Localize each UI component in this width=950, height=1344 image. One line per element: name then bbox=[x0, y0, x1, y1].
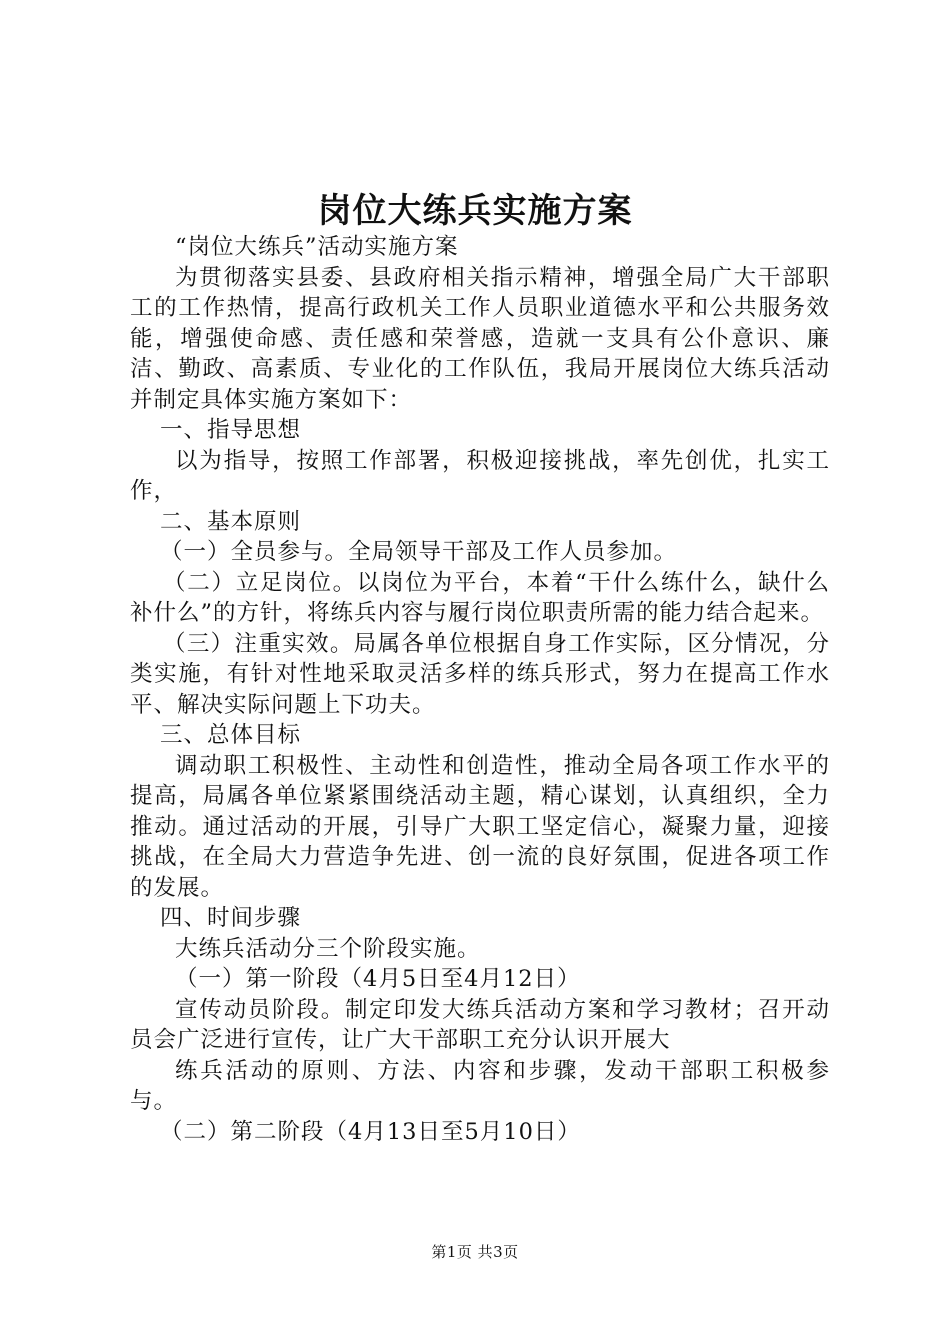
section-heading-timeline: 四、时间步骤 bbox=[160, 905, 302, 931]
timeline-intro: 大练兵活动分三个阶段实施。 bbox=[175, 935, 481, 962]
phase-1-continuation: 练兵活动的原则、方法、内容和步骤，发动干部职工积极参与。 bbox=[130, 1057, 830, 1114]
document-body bbox=[130, 232, 830, 1147]
overall-goal-paragraph: 调动职工积极性、主动性和创造性，推动全局各项工作水平的提高，局属各单位紧紧围绕活动主题，精心谋划，认真组织，全力推动。通过活动的开展，引导广大职工坚定信心，凝聚力量，迎接挑战，在全局大力营造争先进、创一流的良好氛围，促进各项工作的发展。 bbox=[130, 752, 830, 901]
guiding-thought-paragraph: 以为指导，按照工作部署，积极迎接挑战，率先创优，扎实工作， bbox=[130, 447, 830, 504]
section-heading-overall-goal: 三、总体目标 bbox=[160, 722, 302, 748]
intro-paragraph: 为贯彻落实县委、县政府相关指示精神，增强全局广大干部职工的工作热情，提高行政机关工作人员职业道德水平和公共服务效能，增强使命感、责任感和荣誉感，造就一支具有公仆意识、廉洁、勤政、高素质、专业化的工作队伍，我局开展岗位大练兵活动并制定具体实施方案如下： bbox=[130, 264, 830, 413]
page-footer: 第1页 共3页 bbox=[431, 1243, 519, 1261]
principle-item-1: （一）全员参与。全局领导干部及工作人员参加。 bbox=[160, 539, 678, 565]
phase-1-paragraph: 宣传动员阶段。制定印发大练兵活动方案和学习教材；召开动员会广泛进行宣传，让广大干部职工充分认识开展大 bbox=[130, 996, 830, 1053]
document-title: 岗位大练兵实施方案 bbox=[317, 191, 633, 231]
phase-2-heading: （二）第二阶段（4月13日至5月10日） bbox=[160, 1118, 581, 1145]
section-heading-guiding-thought: 一、指导思想 bbox=[160, 417, 302, 443]
section-heading-basic-principles: 二、基本原则 bbox=[160, 508, 302, 535]
plan-subtitle: “岗位大练兵”活动实施方案 bbox=[175, 234, 459, 260]
principle-item-3: （三）注重实效。局属各单位根据自身工作实际，区分情况，分类实施，有针对性地采取灵活多样的练兵形式，努力在提高工作水平、解决实际问题上下功夫。 bbox=[130, 630, 830, 718]
principle-item-2: （二）立足岗位。以岗位为平台，本着“干什么练什么，缺什么补什么”的方针，将练兵内容与履行岗位职责所需的能力结合起来。 bbox=[130, 569, 830, 626]
phase-1-heading: （一）第一阶段（4月5日至4月12日） bbox=[175, 966, 581, 992]
